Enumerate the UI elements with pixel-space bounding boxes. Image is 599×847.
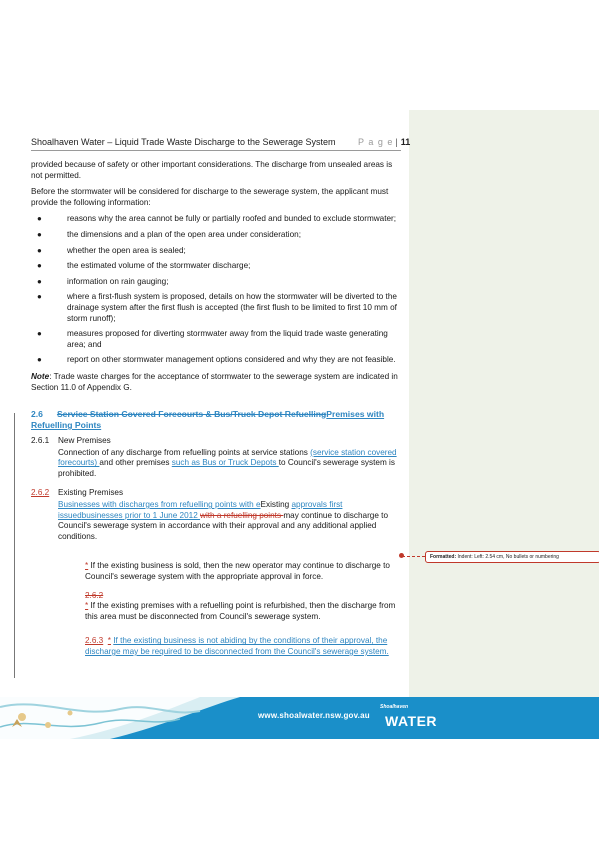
paragraph-not-abiding [85, 636, 401, 657]
bullet-icon: ● [37, 329, 42, 339]
page-label: P a g e [358, 137, 394, 147]
note-paragraph [31, 372, 401, 393]
inserted-text: (service station covered forecourts) [58, 447, 397, 468]
header-page-number: P a g e | 11 [358, 137, 411, 147]
list-item [31, 329, 401, 350]
section-heading [31, 409, 401, 431]
deleted-text: with a refuelling points [200, 510, 284, 520]
inserted-text: Businesses with discharges from refuelling points with e [58, 500, 261, 510]
bullet-icon: ● [37, 229, 42, 239]
list-item-text: where a first-flush system is proposed, details on how the stormwater will be diverted to the drainage system after the first flush is accepted (the first flush to be limited to first 10 mm of storm runoff); [67, 292, 397, 323]
subsection-title: Existing Premises [58, 488, 124, 498]
header-rule [31, 150, 401, 151]
list-item [31, 277, 401, 288]
list-item-text: information on rain gauging; [67, 276, 169, 286]
change-bar [14, 413, 15, 678]
logo-script-text: Shoalhaven [380, 704, 409, 710]
subsection-existing-premises [31, 488, 401, 542]
bullet-icon: ● [37, 276, 42, 286]
deleted-text: businesses [81, 510, 123, 520]
requirements-list [31, 214, 401, 366]
inserted-section-title: Premises with Refuelling Points [31, 409, 385, 431]
list-item-text: reasons why the area cannot be fully or partially roofed and bunded to exclude stormwater; [67, 214, 397, 224]
comment-label: Formatted: [430, 554, 457, 560]
website-url[interactable]: www.shoalwater.nsw.gov.au [258, 711, 370, 720]
body-text: Existing [260, 500, 292, 510]
page-number: 11 [400, 137, 411, 147]
subsection-title: New Premises [58, 436, 111, 446]
shoalhaven-water-logo [380, 702, 436, 734]
header-title: Shoalhaven Water – Liquid Trade Waste Discharge to the Sewerage System [31, 137, 336, 147]
body-text: . [94, 531, 98, 541]
deleted-section-title: Service Station Covered Forecourts & Bus/Truck Depot Refuelling [56, 409, 327, 420]
intro-paragraph-1: provided because of safety or other important considerations. The discharge from unsealed areas is not permitted. [31, 160, 393, 180]
list-item-text: whether the open area is sealed; [67, 245, 186, 255]
bullet-icon: ● [37, 355, 42, 365]
logo-main-text: WATER [385, 713, 438, 729]
subsection-new-premises [31, 436, 401, 479]
formatting-comment-balloon[interactable] [425, 551, 599, 563]
bullet-icon: ● [37, 292, 42, 302]
list-item-text: report on other stormwater management options considered and why they are not feasible. [67, 355, 396, 365]
subsection-body [58, 500, 401, 542]
body-text: Connection of any discharge from refuelling points at service stations [58, 447, 311, 457]
subsection-body [58, 448, 401, 480]
note-text: : Trade waste charges for the acceptance of stormwater to the sewerage system are indicated in Section 11.0 of Appendix G. [31, 371, 398, 392]
list-item-text: the dimensions and a plan of the open area under consideration; [67, 229, 301, 239]
paragraph-refurbished [85, 591, 401, 623]
inserted-text: such as Bus or Truck Depots [171, 458, 279, 468]
list-item [31, 230, 401, 241]
change-marker: * [85, 601, 89, 611]
list-item [31, 261, 401, 272]
inserted-text: approvals first issued [58, 500, 343, 520]
list-item [31, 214, 401, 225]
list-item [31, 355, 401, 366]
subsection-number: 2.6.1 [31, 436, 50, 446]
spacer [31, 547, 401, 561]
list-item [31, 292, 401, 324]
paragraph-text: If the existing premises with a refuelling point is refurbished, then the discharge from this area must be disconnected from Council's sewerage system. [85, 601, 396, 621]
inserted-text: prior to 1 June 2012 [122, 510, 201, 520]
paragraph-business-sold [85, 561, 401, 582]
change-marker: * [85, 561, 89, 571]
intro-paragraph-2: Before the stormwater will be considered for discharge to the sewerage system, the applicant must provide the following information: [31, 187, 389, 207]
paragraph-text: If the existing business is not abiding by the conditions of their approval, the discharge may be required to be disconnected from the Council's sewerage system. [85, 636, 389, 656]
body-text: and other premises [99, 458, 172, 468]
footer-banner [0, 697, 599, 739]
comment-connector [402, 556, 425, 557]
list-item-text: measures proposed for diverting stormwater away from the liquid trade waste generating area; and [67, 329, 388, 349]
body-text: may continue to discharge to Council's sewerage system in accordance with their approval and any additional applied conditions [58, 510, 389, 541]
bullet-icon: ● [37, 214, 42, 224]
paragraph-text: If the existing business is sold, then the new operator may continue to discharge to Council's sewerage system with the appropriate approval in force. [85, 561, 390, 582]
section-number: 2.6 [31, 409, 43, 420]
change-marker: * [107, 636, 111, 646]
note-label: Note [31, 371, 50, 381]
body-text: to Council's sewerage system is prohibited. [58, 458, 395, 478]
comment-pane [409, 110, 599, 738]
deleted-number: 2.6.2 [85, 590, 104, 600]
bullet-icon: ● [37, 245, 42, 255]
paragraph-number: 2.6.3 [85, 636, 104, 646]
list-item-text: the estimated volume of the stormwater discharge; [67, 261, 251, 271]
list-item [31, 246, 401, 257]
document-body [31, 160, 401, 666]
comment-text: Indent: Left: 2.54 cm, No bullets or numbering [457, 554, 559, 560]
bullet-icon: ● [37, 261, 42, 271]
subsection-number: 2.6.2 [31, 488, 50, 498]
